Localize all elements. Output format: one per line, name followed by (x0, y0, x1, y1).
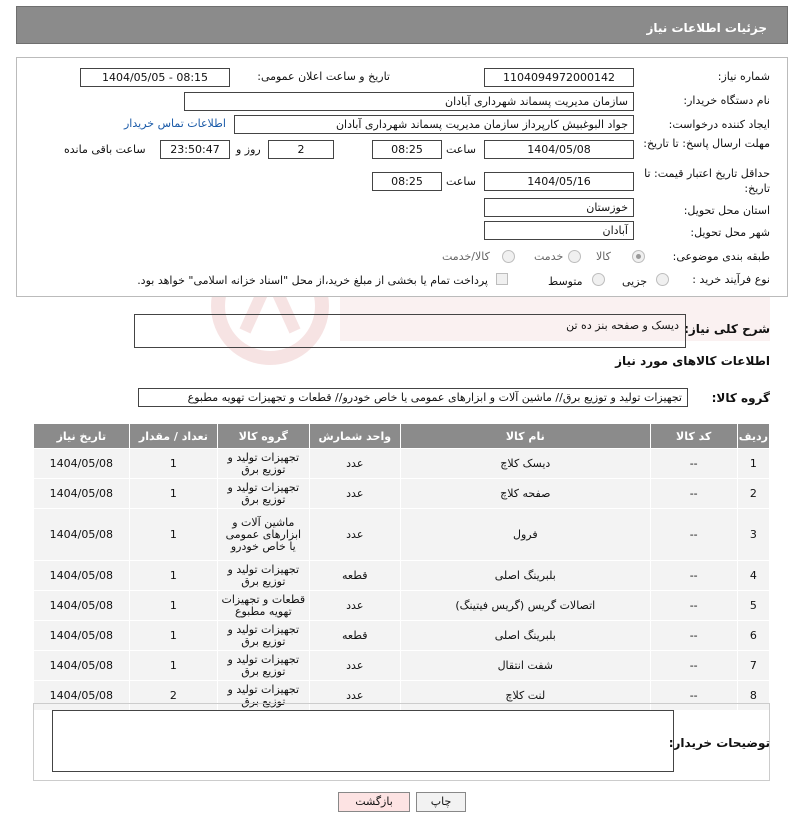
cell-group: تجهیزات تولید و توزیع برق (218, 479, 309, 509)
city-label: شهر محل تحویل: (690, 226, 770, 239)
header-row-no: ردیف (737, 424, 769, 449)
cell-code: -- (650, 651, 737, 681)
city-field: آبادان (484, 221, 634, 240)
cell-row-no: 6 (737, 621, 769, 651)
cell-date: 1404/05/08 (34, 621, 130, 651)
cell-name: لنت کلاچ (401, 681, 651, 711)
cell-unit: عدد (309, 449, 400, 479)
treasury-payment-checkbox[interactable] (496, 273, 508, 285)
price-date-field: 1404/05/16 (484, 172, 634, 191)
buyer-org-field: سازمان مدیریت پسماند شهرداری آبادان (184, 92, 634, 111)
cell-row-no: 1 (737, 449, 769, 479)
days-label: روز و (236, 143, 261, 156)
cell-row-no: 7 (737, 651, 769, 681)
table-row (34, 509, 770, 561)
cell-date: 1404/05/08 (34, 591, 130, 621)
reply-deadline-label: مهلت ارسال پاسخ: تا تاریخ: (643, 137, 770, 150)
price-time-label: ساعت (446, 175, 476, 188)
cell-unit: عدد (309, 651, 400, 681)
days-field: 2 (268, 140, 334, 159)
cell-group: تجهیزات تولید و توزیع برق (218, 561, 309, 591)
cell-unit: قطعه (309, 561, 400, 591)
category-goods-label: کالا (596, 250, 611, 263)
cell-date: 1404/05/08 (34, 479, 130, 509)
cell-name: دیسک کلاچ (401, 449, 651, 479)
cell-date: 1404/05/08 (34, 681, 130, 711)
cell-unit: عدد (309, 509, 400, 561)
goods-group-field: تجهیزات تولید و توزیع برق// ماشین آلات و ابزارهای عمومی یا خاص خودرو// قطعات و تجهیزات تهویه مطبوع (138, 388, 688, 407)
buyer-notes-label: توضیحات خریدار: (668, 736, 770, 750)
process-minor-label: جزیی (622, 275, 648, 288)
cell-unit: عدد (309, 591, 400, 621)
creator-field: جواد البوغبیش کارپرداز سازمان مدیریت پسماند شهرداری آبادان (234, 115, 634, 134)
cell-unit: عدد (309, 681, 400, 711)
cell-group: تجهیزات تولید و توزیع برق (218, 651, 309, 681)
need-number-field: 1104094972000142 (484, 68, 634, 87)
header-unit: واحد شمارش (309, 424, 400, 449)
announce-field: 1404/05/05 - 08:15 (80, 68, 230, 87)
header-qty: تعداد / مقدار (129, 424, 217, 449)
back-button[interactable]: بازگشت (338, 792, 410, 812)
cell-group: تجهیزات تولید و توزیع برق (218, 449, 309, 479)
cell-name: بلبرینگ اصلی (401, 621, 651, 651)
remaining-label: ساعت باقی مانده (64, 143, 146, 156)
category-label: طبقه بندی موضوعی: (672, 250, 770, 263)
reply-time-label: ساعت (446, 143, 476, 156)
cell-unit: عدد (309, 479, 400, 509)
cell-code: -- (650, 449, 737, 479)
cell-code: -- (650, 591, 737, 621)
table-row (34, 449, 770, 479)
price-deadline-label: حداقل تاریخ اعتبار قیمت: تا تاریخ: (644, 167, 770, 195)
province-label: استان محل تحویل: (683, 204, 770, 217)
process-medium-radio[interactable] (592, 273, 605, 286)
cell-name: صفحه کلاچ (401, 479, 651, 509)
cell-row-no: 3 (737, 509, 769, 561)
cell-date: 1404/05/08 (34, 651, 130, 681)
buyer-org-label: نام دستگاه خریدار: (683, 94, 770, 107)
cell-code: -- (650, 681, 737, 711)
category-service-radio[interactable] (568, 250, 581, 263)
cell-group: تجهیزات تولید و توزیع برق (218, 621, 309, 651)
cell-unit: قطعه (309, 621, 400, 651)
process-minor-radio[interactable] (656, 273, 669, 286)
cell-name: فرول (401, 509, 651, 561)
header-code: کد کالا (650, 424, 737, 449)
cell-row-no: 4 (737, 561, 769, 591)
header-date: تاریخ نیاز (34, 424, 130, 449)
cell-qty: 1 (129, 479, 217, 509)
items-table (33, 423, 770, 711)
announce-label: تاریخ و ساعت اعلان عمومی: (257, 70, 390, 83)
table-row (34, 479, 770, 509)
reply-time-field: 08:25 (372, 140, 442, 159)
cell-code: -- (650, 561, 737, 591)
cell-qty: 1 (129, 449, 217, 479)
cell-row-no: 8 (737, 681, 769, 711)
print-button[interactable]: چاپ (416, 792, 466, 812)
cell-group: ماشین آلات و ابزارهای عمومی یا خاص خودرو (218, 509, 309, 561)
cell-qty: 1 (129, 621, 217, 651)
goods-info-title: اطلاعات کالاهای مورد نیاز (615, 354, 770, 368)
process-medium-label: متوسط (548, 275, 583, 288)
cell-qty: 2 (129, 681, 217, 711)
contact-info-link[interactable]: اطلاعات تماس خریدار (124, 117, 226, 130)
page-title-bar (16, 6, 788, 44)
creator-label: ایجاد کننده درخواست: (668, 118, 770, 131)
cell-qty: 1 (129, 509, 217, 561)
table-row (34, 621, 770, 651)
reply-date-field: 1404/05/08 (484, 140, 634, 159)
category-both-radio[interactable] (502, 250, 515, 263)
category-service-label: خدمت (534, 250, 564, 263)
table-row (34, 561, 770, 591)
need-number-label: شماره نیاز: (717, 70, 770, 83)
remaining-time-field: 23:50:47 (160, 140, 230, 159)
cell-date: 1404/05/08 (34, 509, 130, 561)
cell-code: -- (650, 479, 737, 509)
header-name: نام کالا (401, 424, 651, 449)
cell-group: قطعات و تجهیزات تهویه مطبوع (218, 591, 309, 621)
cell-code: -- (650, 509, 737, 561)
description-field (134, 314, 686, 348)
province-field: خوزستان (484, 198, 634, 217)
header-group: گروه کالا (218, 424, 309, 449)
cell-row-no: 2 (737, 479, 769, 509)
buyer-notes-field (52, 710, 674, 772)
cell-name: شفت انتقال (401, 651, 651, 681)
page-title: جزئیات اطلاعات نیاز (646, 21, 767, 35)
category-goods-radio[interactable] (632, 250, 645, 263)
cell-qty: 1 (129, 651, 217, 681)
cell-date: 1404/05/08 (34, 561, 130, 591)
treasury-payment-note: پرداخت تمام یا بخشی از مبلغ خرید،از محل "اسناد خزانه اسلامی" خواهد بود. (137, 274, 488, 287)
table-header-row (34, 424, 770, 449)
cell-qty: 1 (129, 591, 217, 621)
price-time-field: 08:25 (372, 172, 442, 191)
cell-row-no: 5 (737, 591, 769, 621)
cell-name: بلبرینگ اصلی (401, 561, 651, 591)
process-label: نوع فرآیند خرید : (692, 273, 770, 286)
cell-name: اتصالات گریس (گریس فیتینگ) (401, 591, 651, 621)
cell-code: -- (650, 621, 737, 651)
cell-qty: 1 (129, 561, 217, 591)
table-row (34, 651, 770, 681)
description-label: شرح کلی نیاز: (684, 322, 770, 336)
goods-group-label: گروه کالا: (711, 391, 770, 405)
category-both-label: کالا/خدمت (442, 250, 490, 263)
cell-group: تجهیزات تولید و توزیع برق (218, 681, 309, 711)
cell-date: 1404/05/08 (34, 449, 130, 479)
description-text: دیسک و صفحه بنز ده تن (566, 319, 679, 332)
table-row (34, 591, 770, 621)
